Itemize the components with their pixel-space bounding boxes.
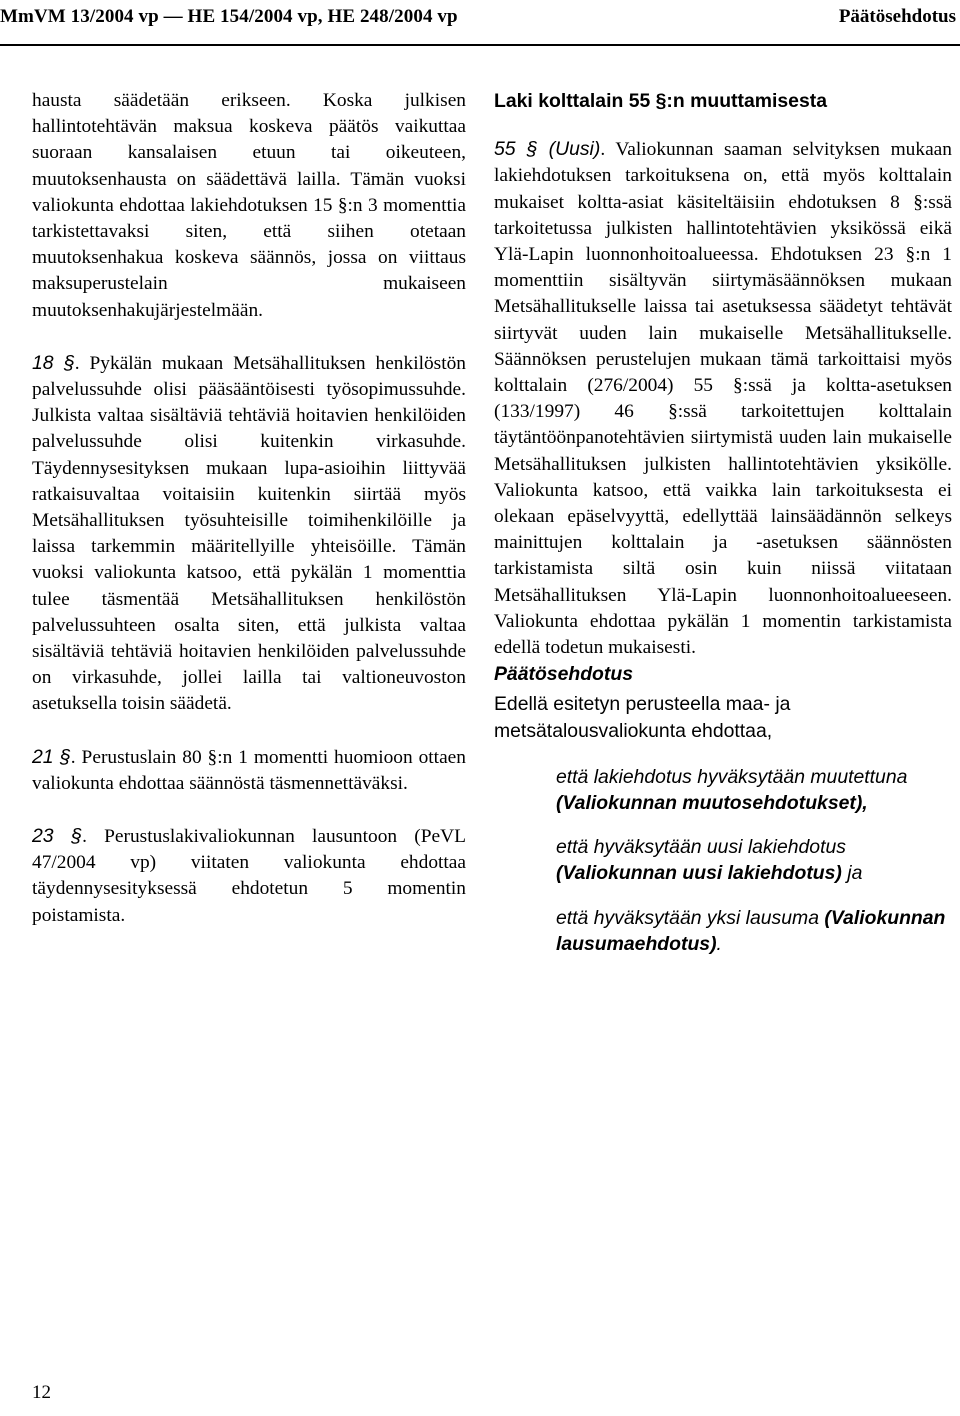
paragraph-section-21: 21 §. Perustuslain 80 §:n 1 momentti huomioon ottaen valiokunta ehdottaa säännöstä täsmennettäväksi. [32, 745, 466, 794]
proposal-item: että lakiehdotus hyväksytään muutettuna (Valiokunnan muutosehdotukset), [556, 765, 908, 815]
paragraph-section-18: 18 §. Pykälän mukaan Metsähallituksen henkilöstön palvelussuhde olisi pääsääntöisesti työsopimussuhde. Julkista valtaa sisältäviä tehtäviä hoitavien henkilöiden palvelussuhde olisi kuitenkin virkasuhde. Täydennysesityksen mukaan lupa-asioihin liittyvää ratkaisuvaltaa voitaisiin kuitenkin siirtää myös Metsähallituksen työsuhteisille toimihenkilöille ja laissa tarkemmin määritellyille yhteisöille. Tämän vuoksi valiokunta katsoo, että pykälän 1 momenttia tulee täsmentää Metsähallituksen henkilöstön palvelussuhteen osalta siten, että julkista valtaa sisältäviä tehtäviä hoitavien henkilöiden palvelussuhde on virkasuhde, jollei lailla tai valtioneuvoston asetuksella toisin säädetä. [32, 351, 466, 715]
law-heading: Laki kolttalain 55 §:n muuttamisesta [494, 90, 827, 112]
paragraph-section-23: 23 §. Perustuslakivaliokunnan lausuntoon (PeVL 47/2004 vp) viitaten valiokunta ehdottaa täydennysesityksessä ehdotetun 5 momentin poistamista. [32, 825, 466, 926]
section-title: Päätösehdotus [838, 6, 956, 27]
document-reference: MmVM 13/2004 vp — HE 154/2004 vp, HE 248/2004 vp [0, 6, 458, 27]
section-number: 55 § (Uusi) [494, 138, 601, 161]
page-header [0, 0, 960, 46]
page-number: 12 [32, 1382, 51, 1403]
left-column [32, 88, 466, 929]
proposal-item: että hyväksytään uusi lakiehdotus (Valiokunnan uusi lakiehdotus) ja [556, 836, 863, 885]
proposal-item: että hyväksytään yksi lausuma (Valiokunnan lausumaehdotus). [556, 906, 946, 955]
section-number: 21 § [32, 745, 71, 768]
section-number: 23 § [32, 825, 83, 848]
right-column [494, 88, 952, 957]
paragraph-section-55: 55 § (Uusi). Valiokunnan saaman selvityksen mukaan lakiehdotuksen tarkoituksena on, että myös kolttalain mukaiset koltta-asiat käsiteltäisiin ehdotuksen 8 §:ssä tarkoitetussa julkisten hallintotehtävien yksikössä eikä Ylä-Lapin luonnonhoitoalueessa. Ehdotuksen 23 §:n 1 momenttiin sisältyvän siirtymäsäännöksen mukaan Metsähallitukselle laissa tai asetuksessa säädetyt tehtävät siirtyvät uuden lain mukaiselle Metsähallitukselle. Säännöksen perustelujen mukaan tämä tarkoittaisi myös kolttalain (276/2004) 55 §:ssä ja koltta-asetuksen (133/1997) 46 §:ssä tarkoitettujen kolttalain täytäntöönpanotehtävien siirtymistä uuden lain mukaiselle Metsähallituksen julkisten hallintotehtävien yksikölle. Valiokunta katsoo, että vaikka lain tarkoituksesta ei olekaan epäselvyyttä, edellyttää lainsäädännön selkeys mainittujen kolttalain ja -asetuksen säännösten tarkistamista siltä osin kuin niissä viitataan Metsähallituksen Ylä-Lapin luonnonhoitoalueeseen. Valiokunta ehdottaa pykälän 1 momentin tarkistamista edellä todetun mukaisesti. [494, 138, 952, 659]
paragraph-continued: hausta säädetään erikseen. Koska julkisen hallintotehtävän maksua koskeva päätös vaikuttaa suoraan kansalaisen etuun tai oikeuteen, muutoksenhausta on säädettävä lailla. Tämän vuoksi valiokunta ehdottaa lakiehdotuksen 15 §:n 3 momenttia tarkistettavaksi siten, että siihen otetaan muutoksenhakua koskeva säännös, jossa on viittaus maksuperustelain mukaiseen muutoksenhakujärjestelmään. [32, 90, 466, 321]
decision-heading: Päätösehdotus [494, 663, 633, 686]
section-number: 18 § [32, 351, 75, 374]
decision-intro: Edellä esitetyn perusteella maa- ja metsätalousvaliokunta ehdottaa, [494, 693, 791, 742]
